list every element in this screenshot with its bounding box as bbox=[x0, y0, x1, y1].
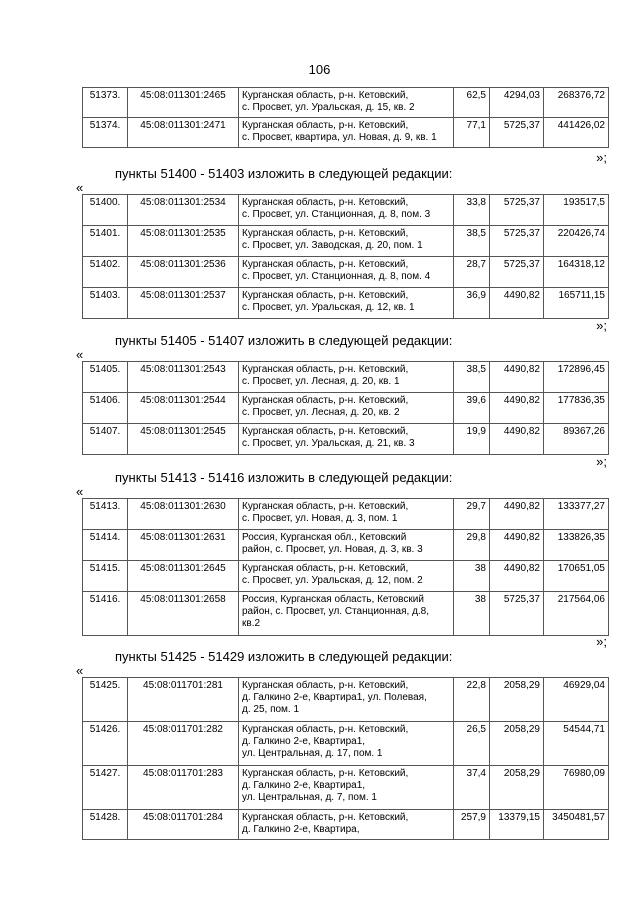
cadastral-number: 45:08:011701:282 bbox=[128, 722, 239, 766]
rate: 4490,82 bbox=[490, 424, 544, 455]
table-row bbox=[83, 288, 609, 319]
cadastral-number: 45:08:011301:2543 bbox=[128, 362, 239, 393]
rate: 4490,82 bbox=[490, 362, 544, 393]
area: 29,8 bbox=[454, 530, 490, 561]
cadastral-number: 45:08:011701:283 bbox=[128, 766, 239, 810]
area: 36,9 bbox=[454, 288, 490, 319]
value: 164318,12 bbox=[544, 257, 609, 288]
rate: 5725,37 bbox=[490, 195, 544, 226]
value: 46929,04 bbox=[544, 678, 609, 722]
amendment-instruction: пункты 51405 - 51407 изложить в следующей редакции: bbox=[115, 333, 453, 348]
row-number: 51406. bbox=[83, 393, 128, 424]
value: 170651,05 bbox=[544, 561, 609, 592]
table-row bbox=[83, 88, 609, 118]
open-quote: « bbox=[76, 484, 84, 499]
close-quote: »; bbox=[596, 150, 607, 165]
rate: 5725,37 bbox=[490, 257, 544, 288]
row-number: 51428. bbox=[83, 810, 128, 840]
address: Курганская область, р-н. Кетовский, д. Галкино 2-е, Квартира1, ул. Центральная, д. 17, пом. 1 bbox=[239, 722, 454, 766]
cadastral-number: 45:08:011301:2544 bbox=[128, 393, 239, 424]
address: Курганская область, р-н. Кетовский, с. Просвет, ул. Уральская, д. 12, пом. 2 bbox=[239, 561, 454, 592]
row-number: 51403. bbox=[83, 288, 128, 319]
table-row bbox=[83, 257, 609, 288]
address: Курганская область, р-н. Кетовский, д. Галкино 2-е, Квартира, bbox=[239, 810, 454, 840]
cadastral-number: 45:08:011301:2631 bbox=[128, 530, 239, 561]
value: 268376,72 bbox=[544, 88, 609, 118]
address: Курганская область, р-н. Кетовский, с. Просвет, ул. Лесная, д. 20, кв. 2 bbox=[239, 393, 454, 424]
value: 217564,06 bbox=[544, 592, 609, 636]
area: 39,6 bbox=[454, 393, 490, 424]
rate: 2058,29 bbox=[490, 766, 544, 810]
area: 26,5 bbox=[454, 722, 490, 766]
cadastral-number: 45:08:011301:2465 bbox=[128, 88, 239, 118]
table-row bbox=[83, 424, 609, 455]
page-number: 106 bbox=[308, 62, 331, 77]
value: 165711,15 bbox=[544, 288, 609, 319]
area: 77,1 bbox=[454, 118, 490, 148]
address: Курганская область, р-н. Кетовский, с. Просвет, квартира, ул. Новая, д. 9, кв. 1 bbox=[239, 118, 454, 148]
value: 54544,71 bbox=[544, 722, 609, 766]
amendment-instruction: пункты 51425 - 51429 изложить в следующей редакции: bbox=[115, 649, 453, 664]
register-table bbox=[82, 498, 609, 636]
cadastral-number: 45:08:011301:2630 bbox=[128, 499, 239, 530]
cadastral-number: 45:08:011301:2471 bbox=[128, 118, 239, 148]
row-number: 51427. bbox=[83, 766, 128, 810]
cadastral-number: 45:08:011301:2535 bbox=[128, 226, 239, 257]
open-quote: « bbox=[76, 347, 84, 362]
rate: 4490,82 bbox=[490, 288, 544, 319]
rate: 2058,29 bbox=[490, 722, 544, 766]
area: 22,8 bbox=[454, 678, 490, 722]
area: 19,9 bbox=[454, 424, 490, 455]
table-row bbox=[83, 530, 609, 561]
table-row bbox=[83, 722, 609, 766]
register-table bbox=[82, 87, 609, 148]
table-row bbox=[83, 678, 609, 722]
rate: 2058,29 bbox=[490, 678, 544, 722]
value: 172896,45 bbox=[544, 362, 609, 393]
cadastral-number: 45:08:011701:281 bbox=[128, 678, 239, 722]
area: 33,8 bbox=[454, 195, 490, 226]
rate: 4490,82 bbox=[490, 561, 544, 592]
address: Курганская область, р-н. Кетовский, с. Просвет, ул. Уральская, д. 21, кв. 3 bbox=[239, 424, 454, 455]
table-row bbox=[83, 393, 609, 424]
row-number: 51426. bbox=[83, 722, 128, 766]
table-row bbox=[83, 499, 609, 530]
value: 89367,26 bbox=[544, 424, 609, 455]
table-row bbox=[83, 592, 609, 636]
value: 441426,02 bbox=[544, 118, 609, 148]
table-row bbox=[83, 561, 609, 592]
open-quote: « bbox=[76, 180, 84, 195]
value: 76980,09 bbox=[544, 766, 609, 810]
area: 38 bbox=[454, 592, 490, 636]
register-table bbox=[82, 194, 609, 319]
table-row bbox=[83, 195, 609, 226]
value: 220426,74 bbox=[544, 226, 609, 257]
rate: 4490,82 bbox=[490, 499, 544, 530]
address: Курганская область, р-н. Кетовский, с. Просвет, ул. Станционная, д. 8, пом. 3 bbox=[239, 195, 454, 226]
open-quote: « bbox=[76, 663, 84, 678]
value: 193517,5 bbox=[544, 195, 609, 226]
rate: 5725,37 bbox=[490, 226, 544, 257]
table-row bbox=[83, 118, 609, 148]
area: 38,5 bbox=[454, 226, 490, 257]
address: Россия, Курганская обл., Кетовский район, с. Просвет, ул. Новая, д. 3, кв. 3 bbox=[239, 530, 454, 561]
value: 133826,35 bbox=[544, 530, 609, 561]
cadastral-number: 45:08:011301:2534 bbox=[128, 195, 239, 226]
table-row bbox=[83, 226, 609, 257]
close-quote: »; bbox=[596, 318, 607, 333]
table-row bbox=[83, 810, 609, 840]
address: Курганская область, р-н. Кетовский, с. Просвет, ул. Лесная, д. 20, кв. 1 bbox=[239, 362, 454, 393]
row-number: 51405. bbox=[83, 362, 128, 393]
row-number: 51401. bbox=[83, 226, 128, 257]
row-number: 51373. bbox=[83, 88, 128, 118]
close-quote: »; bbox=[596, 634, 607, 649]
area: 38,5 bbox=[454, 362, 490, 393]
row-number: 51414. bbox=[83, 530, 128, 561]
cadastral-number: 45:08:011301:2537 bbox=[128, 288, 239, 319]
row-number: 51402. bbox=[83, 257, 128, 288]
area: 257,9 bbox=[454, 810, 490, 840]
area: 29,7 bbox=[454, 499, 490, 530]
amendment-instruction: пункты 51400 - 51403 изложить в следующей редакции: bbox=[115, 166, 453, 181]
address: Курганская область, р-н. Кетовский, с. Просвет, ул. Заводская, д. 20, пом. 1 bbox=[239, 226, 454, 257]
rate: 5725,37 bbox=[490, 118, 544, 148]
table-row bbox=[83, 766, 609, 810]
address: Курганская область, р-н. Кетовский, с. Просвет, ул. Уральская, д. 15, кв. 2 bbox=[239, 88, 454, 118]
register-table bbox=[82, 677, 609, 840]
rate: 5725,37 bbox=[490, 592, 544, 636]
row-number: 51416. bbox=[83, 592, 128, 636]
address: Курганская область, р-н. Кетовский, с. Просвет, ул. Уральская, д. 12, кв. 1 bbox=[239, 288, 454, 319]
address: Курганская область, р-н. Кетовский, с. Просвет, ул. Новая, д. 3, пом. 1 bbox=[239, 499, 454, 530]
address: Россия, Курганская область, Кетовский район, с. Просвет, ул. Станционная, д.8, кв.2 bbox=[239, 592, 454, 636]
cadastral-number: 45:08:011701:284 bbox=[128, 810, 239, 840]
rate: 4490,82 bbox=[490, 530, 544, 561]
rate: 13379,15 bbox=[490, 810, 544, 840]
row-number: 51407. bbox=[83, 424, 128, 455]
area: 62,5 bbox=[454, 88, 490, 118]
register-table bbox=[82, 361, 609, 455]
rate: 4294,03 bbox=[490, 88, 544, 118]
cadastral-number: 45:08:011301:2545 bbox=[128, 424, 239, 455]
value: 177836,35 bbox=[544, 393, 609, 424]
close-quote: »; bbox=[596, 454, 607, 469]
row-number: 51400. bbox=[83, 195, 128, 226]
address: Курганская область, р-н. Кетовский, д. Галкино 2-е, Квартира1, ул. Центральная, д. 7, пом. 1 bbox=[239, 766, 454, 810]
row-number: 51425. bbox=[83, 678, 128, 722]
rate: 4490,82 bbox=[490, 393, 544, 424]
row-number: 51374. bbox=[83, 118, 128, 148]
row-number: 51415. bbox=[83, 561, 128, 592]
area: 37,4 bbox=[454, 766, 490, 810]
amendment-instruction: пункты 51413 - 51416 изложить в следующей редакции: bbox=[115, 470, 453, 485]
cadastral-number: 45:08:011301:2536 bbox=[128, 257, 239, 288]
cadastral-number: 45:08:011301:2645 bbox=[128, 561, 239, 592]
row-number: 51413. bbox=[83, 499, 128, 530]
cadastral-number: 45:08:011301:2658 bbox=[128, 592, 239, 636]
area: 28,7 bbox=[454, 257, 490, 288]
address: Курганская область, р-н. Кетовский, с. Просвет, ул. Станционная, д. 8, пом. 4 bbox=[239, 257, 454, 288]
table-row bbox=[83, 362, 609, 393]
value: 133377,27 bbox=[544, 499, 609, 530]
area: 38 bbox=[454, 561, 490, 592]
address: Курганская область, р-н. Кетовский, д. Галкино 2-е, Квартира1, ул. Полевая, д. 25, пом. 1 bbox=[239, 678, 454, 722]
value: 3450481,57 bbox=[544, 810, 609, 840]
